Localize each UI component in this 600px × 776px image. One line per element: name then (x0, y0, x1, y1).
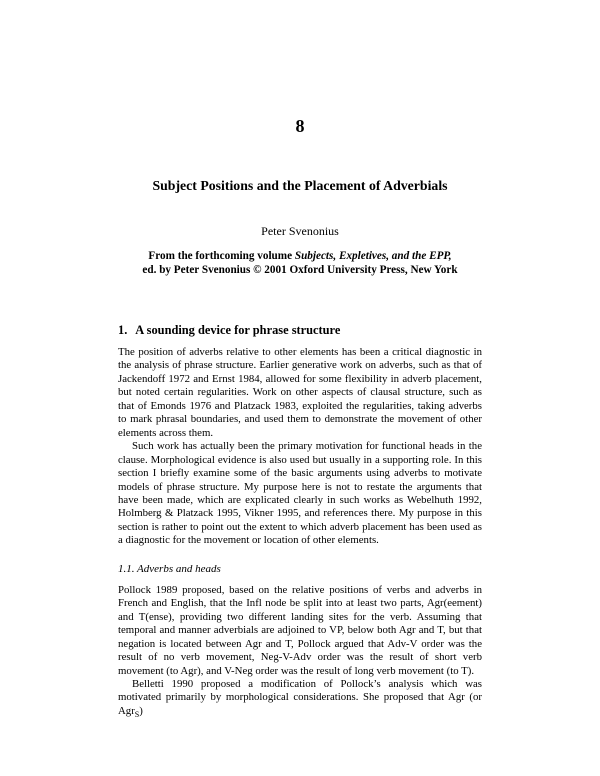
paragraph: The position of adverbs relative to other elements has been a critical diagnostic in the analysis of phrase structure. Earlier generative work on adverbs, such as that of Jackendoff 1972 and Ernst 1984, allowed for some flexibility in adverb placement, but noted certain regularities. Work on other aspects of clausal structure, such as that of Emonds 1976 and Platzack 1983, exploited the regularities, taking adverbs to mark phrasal boundaries, and used them to demonstrate the movement of other elements across them. (118, 346, 482, 439)
paragraph-text: Belletti 1990 proposed a modification of Pollock’s analysis which was motivated primarily by morphological considerations. She proposed that Agr (or Agr (118, 677, 482, 717)
paragraph-tail: ) (139, 704, 143, 717)
paper-title: Subject Positions and the Placement of Adverbials (152, 178, 448, 193)
paragraph: Such work has actually been the primary motivation for functional heads in the clause. Morphological evidence is also used but usually in a supporting role. In this section I briefly examine some of the basic arguments using adverbs to motivate models of phrase structure. My purpose here is not to restate the arguments that have been made, which are explicated clearly in such works as Webelhuth 1992, Holmberg & Platzack 1995, Vikner 1995, and references there. My purpose in this section is rather to point out the extent to which adverb placement has been used as a diagnostic for the movement or location of other elements. (118, 440, 482, 547)
section-title: A sounding device for phrase structure (135, 323, 341, 337)
volume-note-prefix: From the forthcoming volume (148, 250, 295, 262)
volume-title: Subjects, Expletives, and the EPP, (294, 250, 452, 262)
section-number: 1. (118, 323, 128, 337)
volume-note-line2: ed. by Peter Svenonius © 2001 Oxford University Press, New York (142, 264, 458, 276)
paragraph-text: Pollock 1989 proposed, based on the relative positions of verbs and adverbs in French and English, that the Infl node be split into at least two parts, Agr(eement) and T(ense), providing two different landing sites for the verb. Assuming that temporal and manner adverbials are adjoined to VP, below both Agr and T, but that negation is located between Agr and T, Pollock argued that Adv-V order was the result of no verb movement, Neg-V-Adv order was the result of short verb movement (to Agr), and V-Neg order was the result of long verb movement (to T). (118, 583, 482, 677)
paragraph (118, 584, 482, 678)
section-heading (118, 323, 482, 338)
chapter-number: 8 (295, 116, 305, 136)
subscript-text: S (134, 710, 140, 720)
subsection-heading: 1.1. Adverbs and heads (118, 562, 221, 575)
author-name: Peter Svenonius (261, 224, 339, 238)
volume-note (118, 249, 482, 277)
paragraph (118, 678, 482, 718)
